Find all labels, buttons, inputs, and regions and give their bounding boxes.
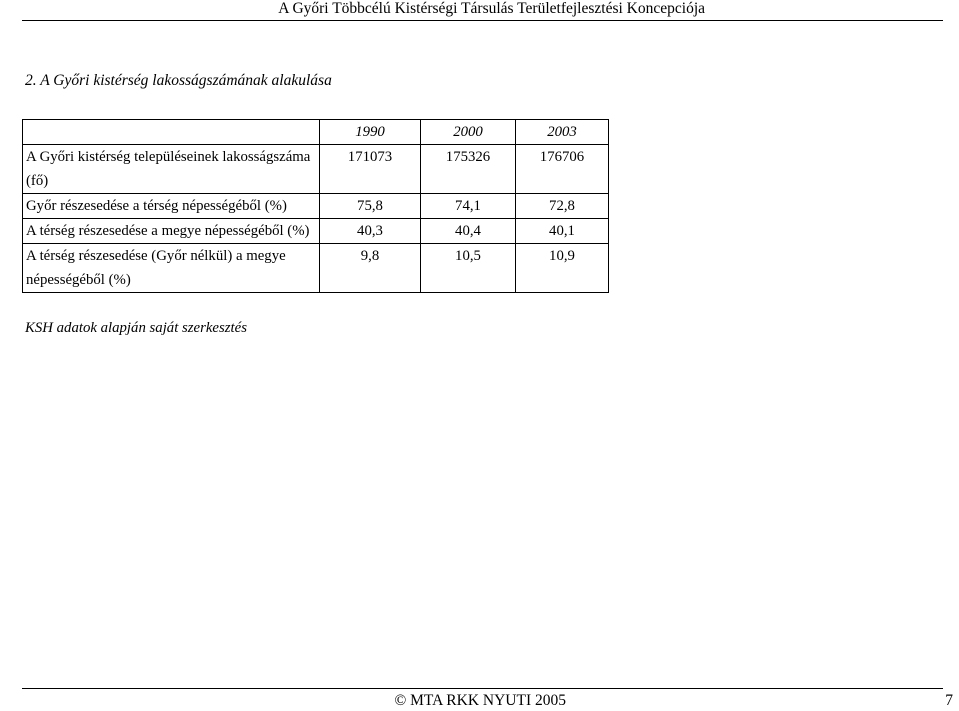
document-title: A Győri Többcélú Kistérségi Társulás Területfejlesztési Koncepciója <box>278 0 705 17</box>
table-header-year: 1990 <box>320 120 421 145</box>
table-cell: 40,1 <box>516 219 609 244</box>
table-row <box>23 244 609 293</box>
table-cell: 171073 <box>320 145 421 194</box>
footer-rule <box>22 688 943 689</box>
table-header-year: 2000 <box>421 120 516 145</box>
table-row <box>23 145 609 194</box>
section-title: 2. A Győri kistérség lakosságszámának alakulása <box>25 72 332 89</box>
row-label: Győr részesedése a térség népességéből (%) <box>23 194 320 219</box>
table-cell: 40,4 <box>421 219 516 244</box>
header-rule <box>22 20 943 21</box>
table-row <box>23 194 609 219</box>
page-header <box>0 0 959 24</box>
table-cell: 175326 <box>421 145 516 194</box>
table-cell: 9,8 <box>320 244 421 293</box>
copyright-text: © MTA RKK NYUTI 2005 <box>394 692 566 709</box>
table-header-year: 2003 <box>516 120 609 145</box>
page-number: 7 <box>945 692 953 709</box>
row-label: A térség részesedése (Győr nélkül) a megye népességéből (%) <box>23 244 320 293</box>
table-header-row <box>23 120 609 145</box>
source-note: KSH adatok alapján saját szerkesztés <box>25 320 247 336</box>
table-cell: 40,3 <box>320 219 421 244</box>
row-label: A Győri kistérség településeinek lakosságszáma (fő) <box>23 145 320 194</box>
table-row <box>23 219 609 244</box>
population-table <box>22 119 609 293</box>
table-cell: 10,5 <box>421 244 516 293</box>
table-cell: 74,1 <box>421 194 516 219</box>
table-header-empty-cell <box>23 120 320 145</box>
table-cell: 72,8 <box>516 194 609 219</box>
table-cell: 10,9 <box>516 244 609 293</box>
table-cell: 75,8 <box>320 194 421 219</box>
table-cell: 176706 <box>516 145 609 194</box>
row-label: A térség részesedése a megye népességéből (%) <box>23 219 320 244</box>
